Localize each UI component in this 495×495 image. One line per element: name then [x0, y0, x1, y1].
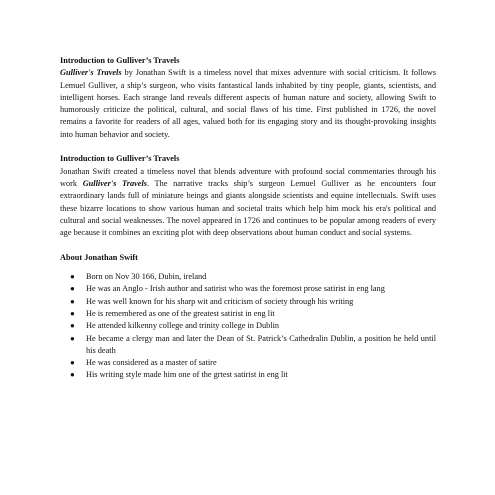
- list-item: ● He is remembered as one of the greatest satirist in eng lit: [60, 308, 436, 320]
- document-page: [60, 55, 436, 382]
- section-heading-intro-1: Introduction to Gulliver’s Travels: [60, 56, 180, 65]
- list-item: ● He became a clergy man and later the Dean of St. Patrick’s Cathedralin Dublin, a position he held until his death: [70, 333, 436, 355]
- bullet-icon: ●: [70, 272, 75, 282]
- section-heading-about-swift: About Jonathan Swift: [60, 252, 138, 262]
- bullet-icon: ●: [70, 358, 75, 368]
- bullet-icon: ●: [70, 296, 75, 306]
- list-item: ● His writing style made him one of the grtest satirist in eng lit: [60, 369, 436, 381]
- list-item: ● Born on Nov 30 166, Dubin, ireland: [60, 271, 436, 283]
- swift-facts-list: [60, 271, 436, 382]
- bullet-icon: ●: [70, 333, 75, 343]
- bullet-icon: ●: [70, 284, 75, 294]
- bullet-icon: ●: [70, 321, 75, 331]
- body-text: . The narrative tracks ship’s surgeon Lemuel Gulliver as he encounters four extraordinary lands full of miniature beings and giants alongside scientists and equine intellectuals. Swift uses these bizarre locations to show various human and societal traits which help him mock his era's political and cultural and social weaknesses. The novel appeared in 1726 and continues to be popular among readers of every age because it combines an exciting plot with deep observations about human conduct and social systems.: [60, 178, 436, 238]
- list-item: ● He attended kilkenny college and trinity college in Dublin: [60, 320, 436, 332]
- list-item: ● He was well known for his sharp wit and criticism of society through his writing: [60, 296, 436, 308]
- section-heading-intro-2: Introduction to Gulliver’s Travels: [60, 154, 180, 164]
- book-title: Gulliver's Travels: [60, 68, 122, 78]
- body-text: Jonathan Swift created a timeless novel that blends adventure with profound social commentaries through his work: [60, 166, 436, 188]
- book-title: Gulliver's Travels: [82, 178, 147, 188]
- section-body-intro-2: [60, 166, 436, 240]
- bullet-icon: ●: [70, 308, 75, 318]
- body-text: by Jonathan Swift is a timeless novel that mixes adventure with social criticism. It follows Lemuel Gulliver, a ship’s surgeon, who visits fantastical lands inhabited by tiny people, giants, scientists, and intelligent horses. Each strange land reveals different aspects of human nature and society, allowing Swift to humorously criticize the political, cultural, and social flaws of his time. First published in 1726, the novel remains a favorite for readers of all ages, valued both for its engaging story and its thought-provoking insights into human behavior and society.: [60, 68, 436, 139]
- list-item: ● He was an Anglo - Irish author and satirist who was the foremost prose satirist in eng lang: [60, 283, 436, 295]
- list-item: ● He was considered as a master of satire: [60, 357, 436, 369]
- bullet-icon: ●: [70, 370, 75, 380]
- section-body-intro-1: [60, 67, 436, 141]
